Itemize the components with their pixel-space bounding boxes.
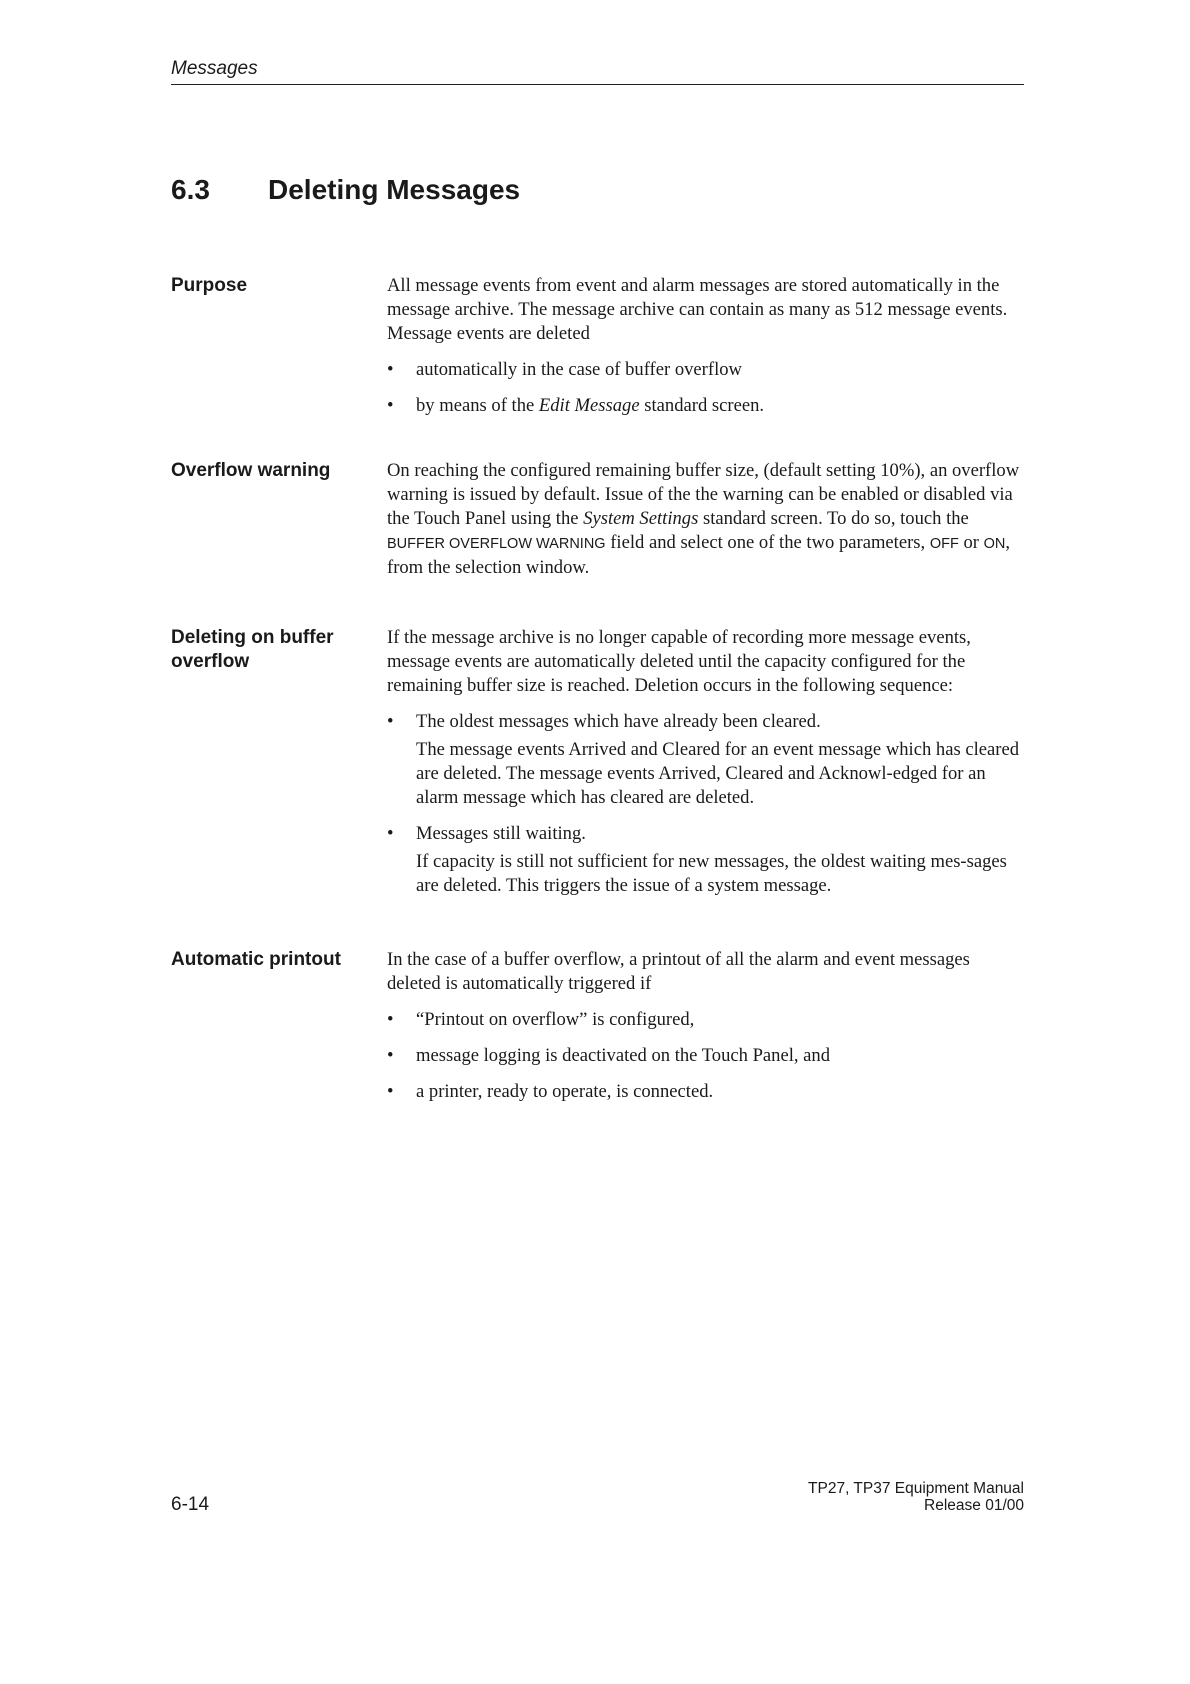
overflow-warning-body [387, 459, 1027, 580]
section-heading [171, 174, 520, 206]
deleting-list [387, 710, 1027, 898]
list-item: • automatically in the case of buffer overflow [387, 358, 1027, 382]
overflow-warning-label: Overflow warning [171, 460, 331, 481]
release-info: Release 01/00 [924, 1497, 1024, 1514]
page-number: 6-14 [171, 1494, 210, 1515]
footer-manual-info [808, 1480, 1024, 1514]
printout-body [387, 948, 1027, 1104]
printout-list [387, 1008, 1027, 1104]
deleting-label: Deleting on buffer overflow [171, 627, 334, 672]
section-number: 6.3 [171, 174, 210, 205]
printout-label: Automatic printout [171, 949, 341, 970]
list-item: • The oldest messages which have already been cleared. The message events Arrived and Cleared for an event message which has cleared are deleted. The message events Arrived, Cleared and Acknowl-edged for an alarm message which has cleared are deleted. [387, 710, 1027, 810]
overflow-warning-text: On reaching the configured remaining buffer size, (default setting 10%), an overflow warning is issued by default. Issue of the the warning can be enabled or disabled via the Touch Panel using the System Settings standard screen. To do so, touch the BUFFER OVERFLOW WARNING field and select one of the two parameters, OFF or ON, from the selection window. [387, 460, 1020, 578]
list-item: • message logging is deactivated on the Touch Panel, and [387, 1044, 1027, 1068]
list-item: • Messages still waiting. If capacity is still not sufficient for new messages, the oldest waiting mes-sages are deleted. This triggers the issue of a system message. [387, 822, 1027, 898]
deleting-intro: If the message archive is no longer capable of recording more message events, message events are automatically deleted until the capacity configured for the remaining buffer size is reached. Deletion occurs in the following sequence: [387, 627, 971, 696]
running-title: Messages [171, 58, 258, 79]
manual-title: TP27, TP37 Equipment Manual [808, 1480, 1024, 1497]
purpose-intro: All message events from event and alarm messages are stored automatically in the message archive. The message archive can contain as many as 512 message events. Message events are deleted [387, 275, 1008, 344]
section-title: Deleting Messages [268, 174, 521, 205]
running-header [171, 58, 1024, 85]
printout-intro: In the case of a buffer overflow, a printout of all the alarm and event messages deleted is automatically triggered if [387, 949, 970, 994]
list-item: • by means of the Edit Message standard screen. [387, 394, 1027, 418]
purpose-label: Purpose [171, 275, 248, 296]
purpose-body [387, 274, 1027, 418]
deleting-body [387, 626, 1027, 898]
list-item: • “Printout on overflow” is configured, [387, 1008, 1027, 1032]
purpose-list [387, 358, 1027, 418]
list-item: • a printer, ready to operate, is connected. [387, 1080, 1027, 1104]
